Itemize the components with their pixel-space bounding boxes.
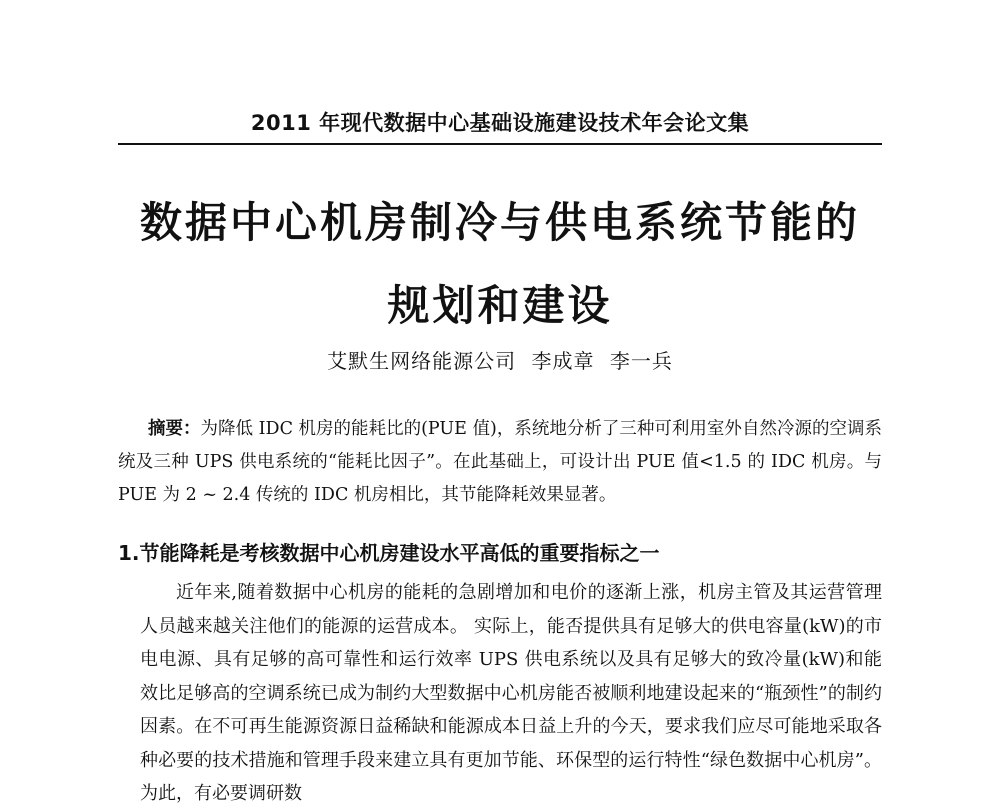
- paper-title-line-2: 规划和建设: [387, 281, 613, 330]
- abstract: [118, 413, 882, 512]
- author-affiliation: 艾默生网络能源公司: [327, 349, 517, 373]
- author-line: [100, 345, 900, 374]
- abstract-text: 为降低 IDC 机房的能耗比的(PUE 值)，系统地分析了三种可利用室外自然冷源的空调系统及三种 UPS 供电系统的“能耗比因子”。在此基础上，可设计出 PUE 值<1.5 的 IDC 机房。与 PUE 为 2 ~ 2.4 传统的 IDC 机房相比，其节能降耗效果显著。: [118, 419, 882, 505]
- abstract-label: 摘要：: [148, 419, 201, 439]
- header-divider: [118, 143, 882, 145]
- body-paragraph: 近年来,随着数据中心机房的能耗的急剧增加和电价的逐渐上涨，机房主管及其运营管理人员越来越关注他们的能源的运营成本。 实际上，能否提供具有足够大的供电容量(kW)的市电电源、具有足够的高可靠性和运行效率 UPS 供电系统以及具有足够大的致冷量(kW)和能效比足够高的空调系统已成为制约大型数据中心机房能否被顺利地建设起来的“瓶颈性”的制约因素。在不可再生能源资源日益稀缺和能源成本日益上升的今天，要求我们应尽可能地采取各种必要的技术措施和管理手段来建立具有更加节能、环保型的运行特性“绿色数据中心机房”。为此，有必要调研数: [140, 582, 882, 804]
- section-heading: 1.节能降耗是考核数据中心机房建设水平高低的重要指标之一: [118, 541, 660, 565]
- running-header: 2011 年现代数据中心基础设施建设技术年会论文集: [250, 111, 750, 135]
- paper-title-line-1: 数据中心机房制冷与供电系统节能的: [139, 198, 860, 247]
- author-name: 李一兵: [609, 349, 673, 373]
- author-name: 李成章: [531, 349, 595, 373]
